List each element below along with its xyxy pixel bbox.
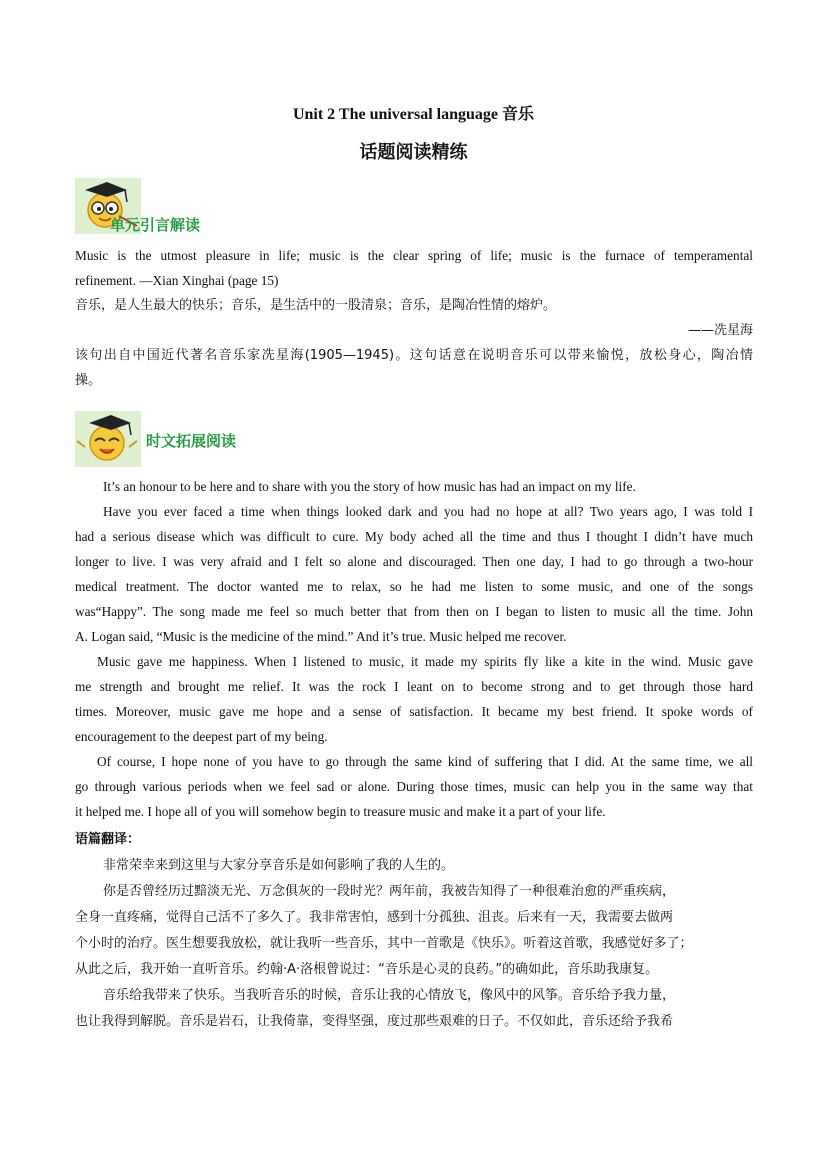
text-line: go through various periods when we feel sad or alone. During those times, music can help you in the same way that	[75, 779, 753, 794]
text-line: it helped me. I hope all of you will somehow begin to treasure music and make it a part of your life.	[75, 804, 606, 819]
text-line: 操。	[75, 373, 102, 388]
intro-quote	[75, 243, 753, 393]
text-line: Have you ever faced a time when things looked dark and you had no hope at all? Two years ago, I was told I	[103, 504, 753, 519]
text-line: 你是否曾经历过黯淡无光、万念俱灰的一段时光？两年前，我被告知得了一种很难治愈的严重疾病，	[103, 884, 676, 899]
text-line: Of course, I hope none of you have to go through the same kind of suffering that I did. At the same time, we all	[97, 754, 753, 769]
text-line: longer to live. I was very afraid and I felt so alone and discouraged. Then one day, I had to go through a two-hour	[75, 554, 753, 569]
translation-label: 语篇翻译：	[75, 832, 141, 847]
text-line: 个小时的治疗。医生想要我放松，就让我听一些音乐，其中一首歌是《快乐》。听着这首歌，我感觉好多了；	[75, 936, 693, 951]
text-line: was“Happy”. The song made me feel so much better that from then on I began to listen to music all the time. John	[75, 604, 753, 619]
mascot-icon	[75, 411, 141, 467]
text-line: me strength and brought me relief. It was the rock I leant on to become strong and to get through those hard	[75, 679, 753, 694]
text-line: medical treatment. The doctor wanted me to relax, so he had me listen to some music, and one of the songs	[75, 579, 753, 594]
text-line: encouragement to the deepest part of my being.	[75, 729, 328, 744]
page-subtitle: 话题阅读精练	[359, 142, 468, 163]
quote-translation: 音乐，是人生最大的快乐；音乐，是生活中的一股清泉；音乐，是陶冶性情的熔炉。	[75, 298, 557, 313]
text-line: 非常荣幸来到这里与大家分享音乐是如何影响了我的人生的。	[103, 858, 455, 873]
text-line: Music gave me happiness. When I listened to music, it made my spirits fly like a kite in the wind. Music gave	[97, 654, 753, 669]
text-line: times. Moreover, music gave me hope and a sense of satisfaction. It became my best friend. It spoke words of	[75, 704, 753, 719]
text-line: had a serious disease which was difficult to cure. My body ached all the time and thus I thought I didn’t have much	[75, 529, 753, 544]
text-line: Music is the utmost pleasure in life; music is the clear spring of life; music is the furnace of temperamental	[75, 248, 753, 263]
text-line: 也让我得到解脱。音乐是岩石，让我倚靠，变得坚强，度过那些艰难的日子。不仅如此，音乐还给予我希	[75, 1014, 674, 1029]
text-line: refinement. —Xian Xinghai (page 15)	[75, 273, 279, 288]
section-heading-reading: 时文拓展阅读	[146, 432, 237, 450]
text-line: 从此之后，我开始一直听音乐。约翰·A·洛根曾说过：“音乐是心灵的良药。”的确如此，音乐助我康复。	[75, 962, 659, 977]
quote-attribution: ——冼星海	[687, 323, 753, 338]
text-line: 音乐给我带来了快乐。当我听音乐的时候，音乐让我的心情放飞，像风中的风筝。音乐给予我力量，	[103, 988, 676, 1003]
reading-passage	[75, 474, 753, 824]
passage-translation	[75, 853, 753, 1035]
text-line: 该句出自中国近代著名音乐家冼星海(1905—1945)。这句话意在说明音乐可以带来愉悦，放松身心，陶冶情	[75, 348, 753, 363]
text-line: It’s an honour to be here and to share with you the story of how music has had an impact on my life.	[103, 479, 636, 494]
text-line: A. Logan said, “Music is the medicine of the mind.” And it’s true. Music helped me recover.	[75, 629, 567, 644]
section-heading-intro: 单元引言解读	[110, 216, 201, 234]
unit-title: Unit 2 The universal language 音乐	[292, 106, 535, 123]
text-line: 全身一直疼痛，觉得自己活不了多久了。我非常害怕，感到十分孤独、沮丧。后来有一天，我需要去做两	[75, 910, 674, 925]
